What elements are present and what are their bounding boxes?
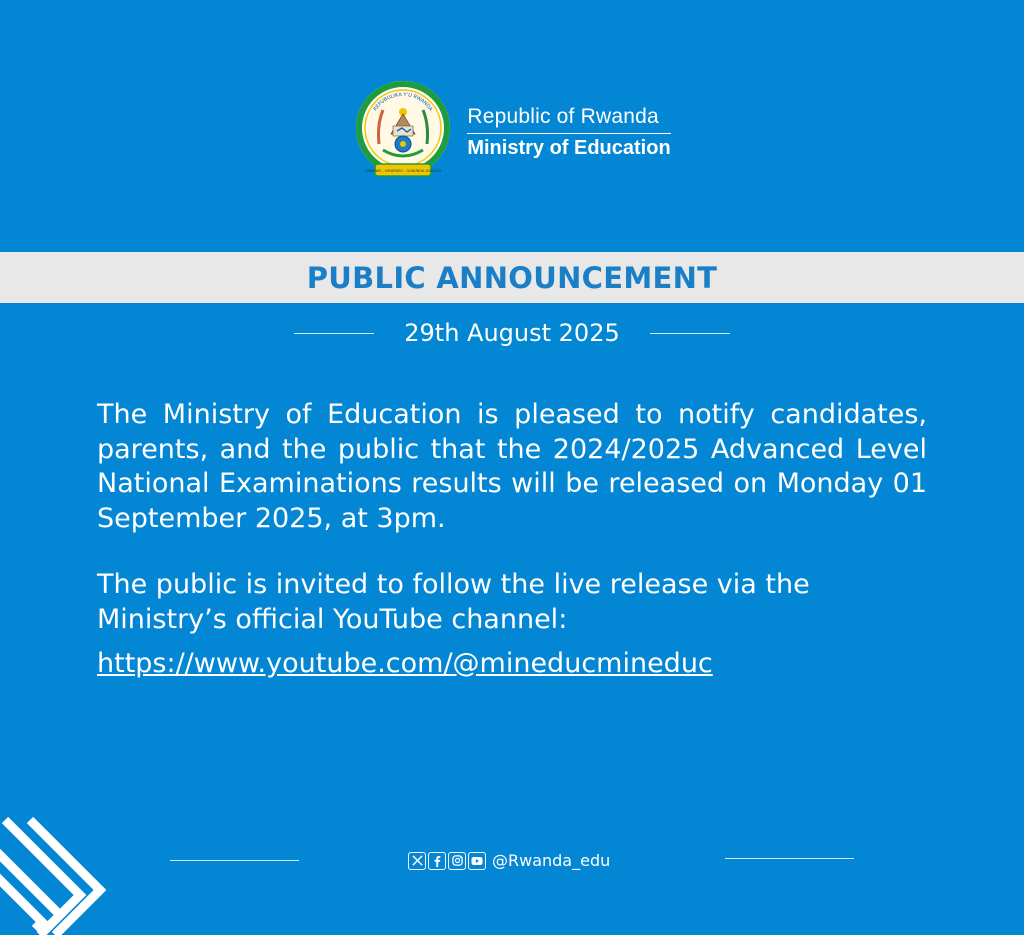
ministry-branding (467, 105, 670, 160)
x-icon[interactable] (408, 852, 426, 870)
announcement-body (97, 398, 927, 682)
social-handle[interactable]: @Rwanda_edu (492, 851, 611, 870)
ministry-label: Ministry of Education (467, 137, 671, 159)
social-links (408, 851, 610, 870)
date-right-divider (650, 333, 730, 334)
date-row (0, 316, 1024, 350)
body-paragraph-1: The Ministry of Education is pleased to notify candidates, parents, and the public that the 2024/2025 Advanced Level National Examinations results will be released on Monday 01 September 2025, at 3pm. (97, 399, 927, 534)
announcement-band (0, 252, 1024, 303)
announcement-date: 29th August 2025 (404, 319, 620, 347)
seal-top-text: REPUBULIKA Y'U RWANDA (372, 91, 434, 112)
footer-left-divider (170, 860, 299, 861)
instagram-icon[interactable] (448, 852, 466, 870)
youtube-icon[interactable] (468, 852, 486, 870)
chevron-pattern-icon (0, 815, 115, 935)
youtube-channel-link[interactable]: https://www.youtube.com/@mineducmineduc (97, 648, 713, 679)
seal-motto-text: UBUMWE - UMURIMO - GUKUNDA IGIHUGU (365, 168, 442, 173)
republic-label: Republic of Rwanda (467, 105, 670, 134)
date-left-divider (294, 333, 374, 334)
facebook-icon[interactable] (428, 852, 446, 870)
body-paragraph-2: The public is invited to follow the live release via the Ministry’s official YouTube channel: (97, 569, 810, 635)
footer-right-divider (725, 858, 854, 859)
footer (0, 848, 1024, 874)
announcement-title: PUBLIC ANNOUNCEMENT (306, 260, 718, 295)
coat-of-arms-icon (353, 78, 453, 188)
header (0, 70, 1024, 195)
